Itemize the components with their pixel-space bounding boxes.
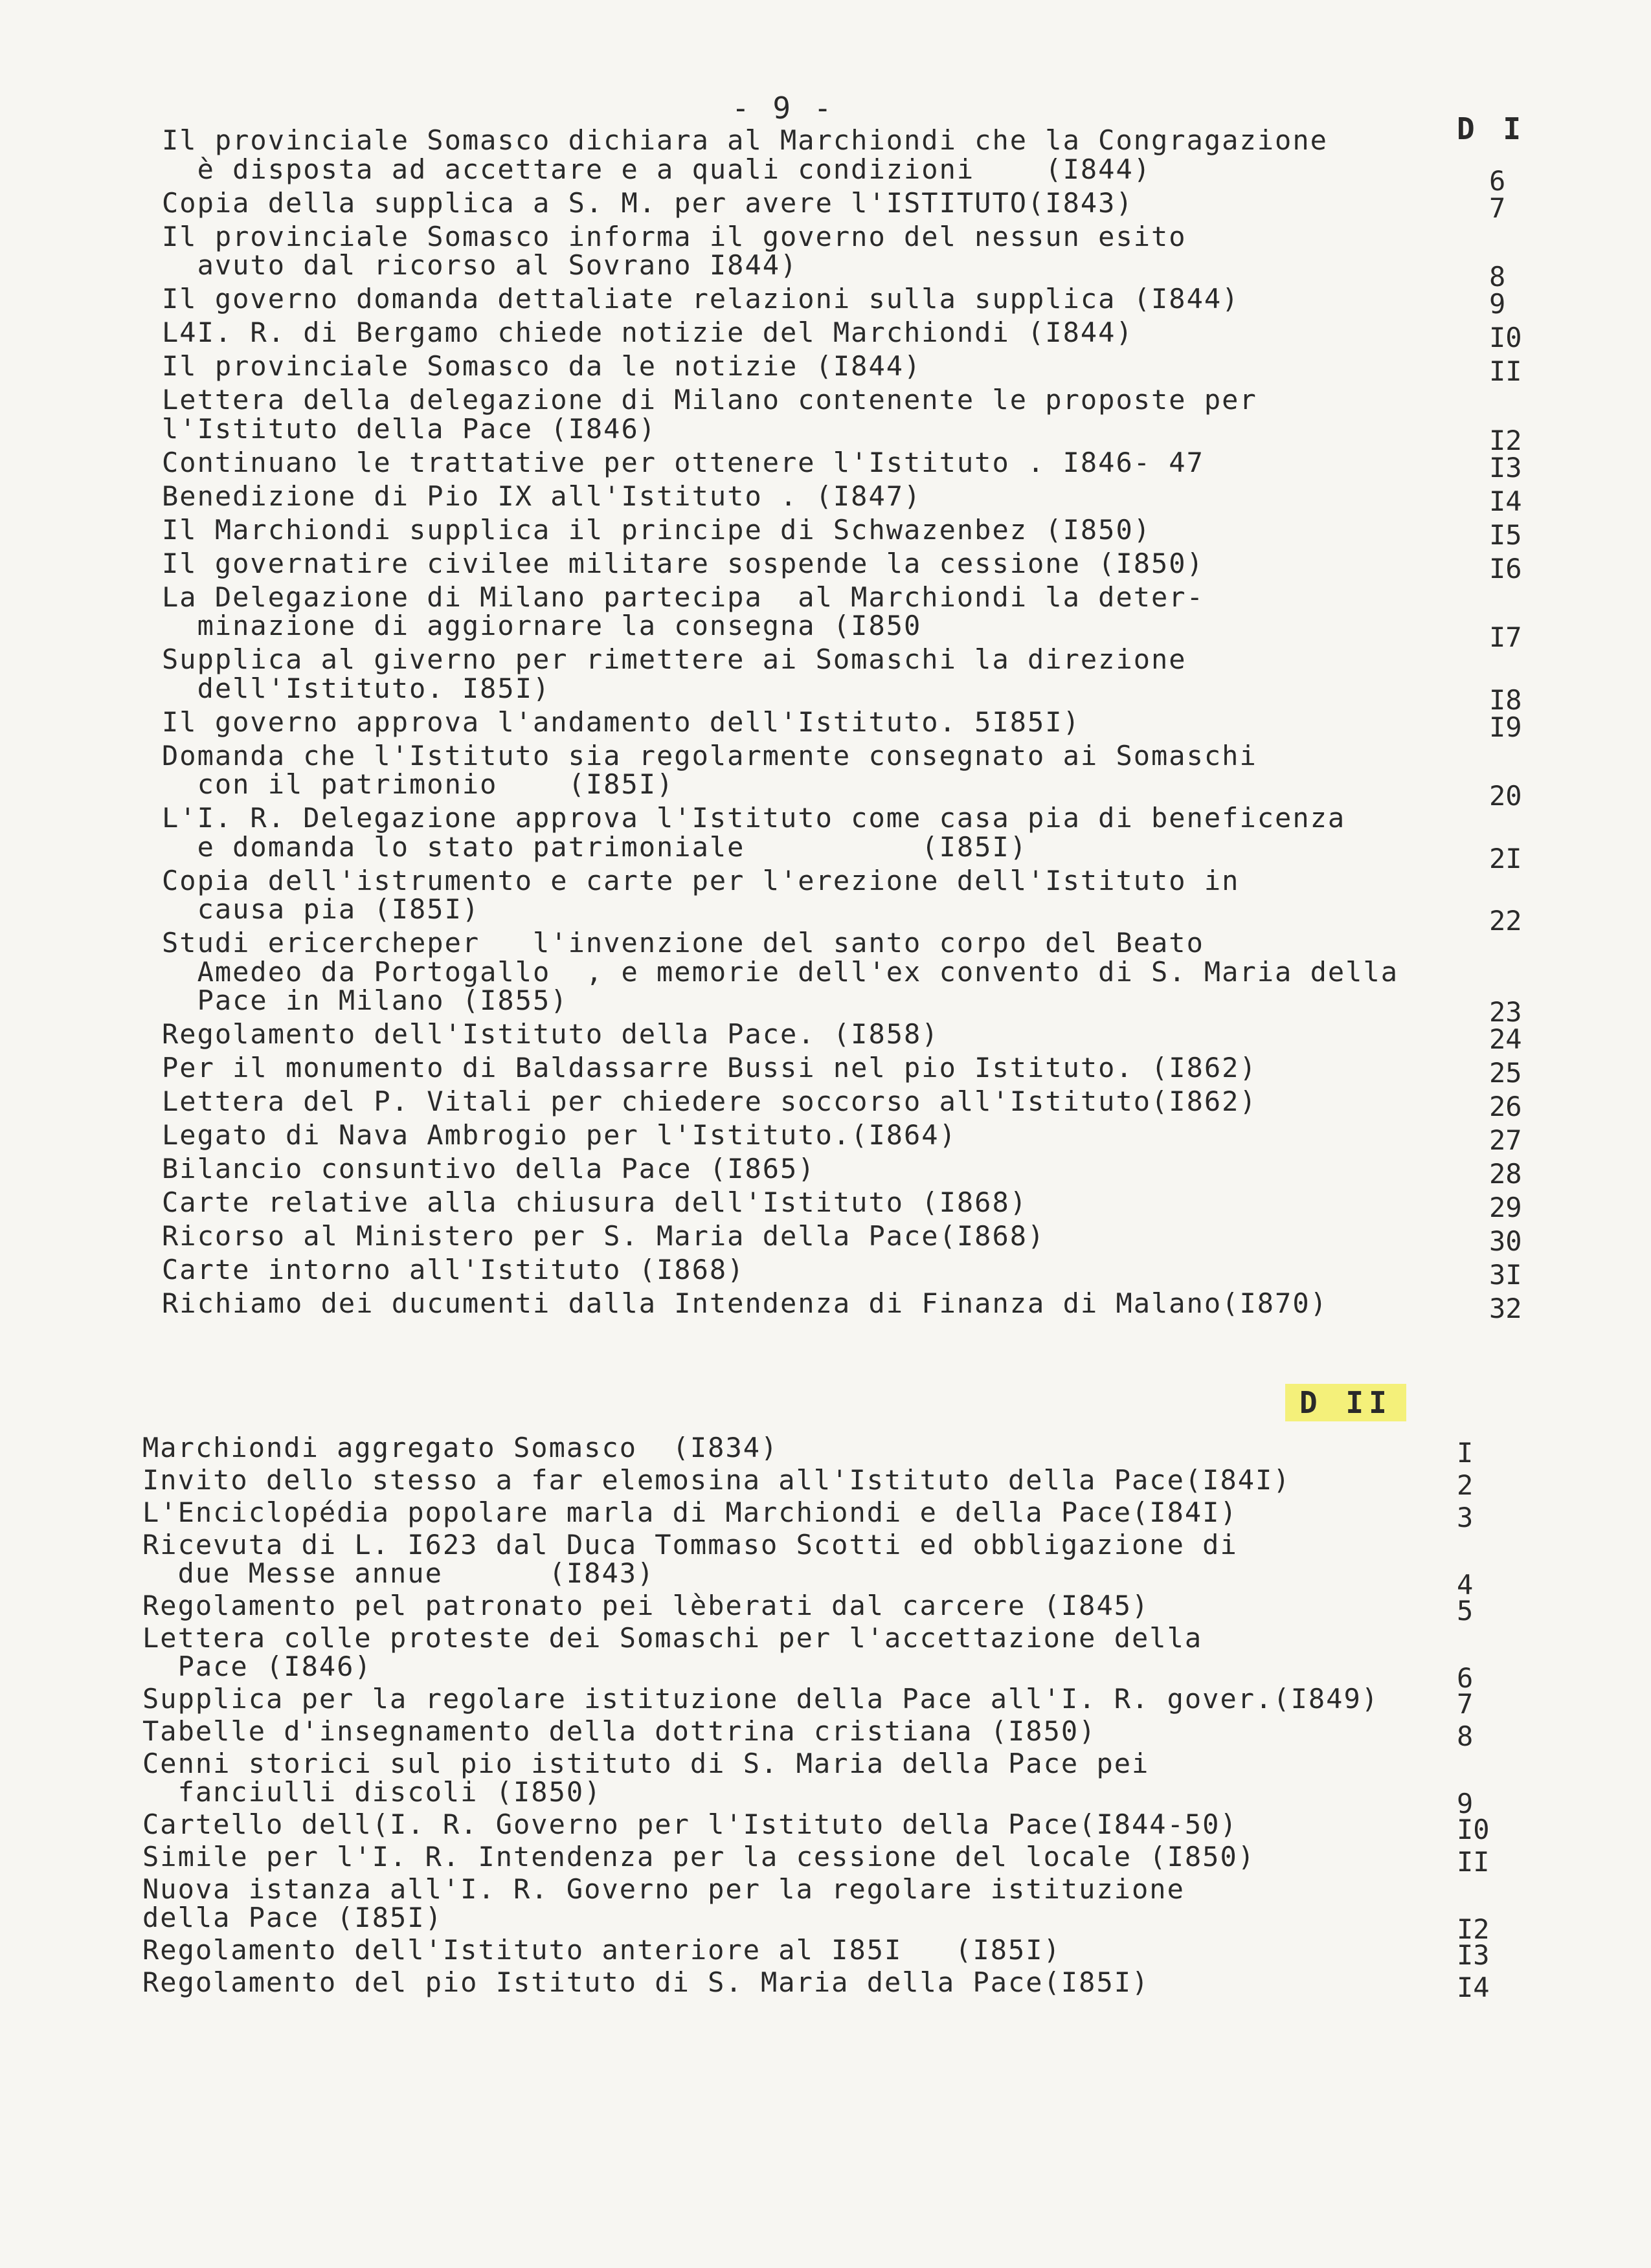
entry-line: La Delegazione di Milano partecipa al Marchiondi la deter-	[162, 581, 1204, 613]
entry-line: Supplica per la regolare istituzione della Pace all'I. R. gover.(I849)	[142, 1683, 1380, 1715]
entry-number: I2	[1489, 424, 1522, 456]
entry-line: Copia della supplica a S. M. per avere l'ISTITUTO(I843)	[162, 186, 1134, 219]
entry-line: dell'Istituto. I85I)	[162, 672, 551, 704]
entry-line: Cenni storici sul pio istituto di S. Maria della Pace pei	[142, 1748, 1150, 1779]
entry-line: L'I. R. Delegazione approva l'Istituto come casa pia di beneficenza	[162, 802, 1346, 834]
entry-line: Il governo approva l'andamento dell'Istituto. 5I85I)	[162, 706, 1081, 738]
entry-number: 25	[1489, 1057, 1522, 1089]
entry-line: Carte intorno all'Istituto (I868)	[162, 1254, 745, 1285]
entry-number: 28	[1489, 1158, 1522, 1190]
entry-line: Bilancio consuntivo della Pace (I865)	[162, 1153, 816, 1184]
entry-line: Richiamo dei ducumenti dalla Intendenza di Finanza di Malano(I870)	[162, 1287, 1328, 1319]
entry-line: Lettera del P. Vitali per chiedere soccorso all'Istituto(I862)	[162, 1085, 1257, 1117]
entry-number: I3	[1457, 1939, 1490, 1971]
entry-line: e domanda lo stato patrimoniale (I85I)	[162, 830, 1028, 863]
entry-line: Il provinciale Somasco informa il governo del nessun esito	[162, 220, 1187, 252]
entry-line: Il governo domanda dettaliate relazioni sulla supplica (I844)	[162, 283, 1240, 315]
entry-line: Legato di Nava Ambrogio per l'Istituto.(I864)	[162, 1119, 957, 1151]
entry-line: Nuova istanza all'I. R. Governo per la regolare istituzione	[142, 1873, 1185, 1905]
entry-line: Copia dell'istrumento e carte per l'erezione dell'Istituto in	[162, 864, 1240, 896]
entry-number: I2	[1457, 1913, 1490, 1945]
entry-number: 8	[1489, 261, 1506, 293]
entry-number: I4	[1457, 1972, 1490, 2003]
entry-number: 6	[1489, 164, 1506, 197]
entry-number: I3	[1489, 451, 1522, 484]
entry-line: Regolamento del pio Istituto di S. Maria della Pace(I85I)	[142, 1966, 1150, 1998]
entry-number: 23	[1489, 996, 1522, 1028]
entry-line: Il governatire civilee militare sospende la cessione (I850)	[162, 547, 1204, 579]
entry-line: Ricevuta di L. I623 dal Duca Tommaso Scotti ed obbligazione di	[142, 1529, 1238, 1561]
entry-line: Supplica al giverno per rimettere ai Somaschi la direzione	[162, 643, 1187, 675]
entry-number: 27	[1489, 1124, 1522, 1156]
entry-line: Benedizione di Pio IX all'Istituto . (I847)	[162, 480, 922, 512]
entry-number: I4	[1489, 485, 1522, 517]
entry-number: I9	[1489, 711, 1522, 743]
entry-line: Invito dello stesso a far elemosina all'Istituto della Pace(I84I)	[142, 1464, 1291, 1496]
entry-line: L4I. R. di Bergamo chiede notizie del Marchiondi (I844)	[162, 317, 1134, 348]
entry-line: l'Istituto della Pace (I846)	[162, 412, 657, 445]
entry-line: Cartello dell(I. R. Governo per l'Istituto della Pace(I844-50)	[142, 1808, 1238, 1840]
entry-number: 9	[1489, 288, 1506, 320]
entry-line: della Pace (I85I)	[142, 1902, 443, 1933]
entry-number: 30	[1489, 1225, 1522, 1257]
section-heading: D I	[1457, 111, 1527, 146]
entry-number: 20	[1489, 780, 1522, 812]
entry-line: Il provinciale Somasco dichiara al Marchiondi che la Congragazione	[162, 124, 1328, 156]
entry-number: 32	[1489, 1293, 1522, 1324]
entry-line: Carte relative alla chiusura dell'Istituto (I868)	[162, 1186, 1028, 1218]
entry-line: Pace (I846)	[142, 1651, 372, 1682]
entry-line: Regolamento dell'Istituto della Pace. (I858)	[162, 1018, 939, 1050]
entry-number: 3I	[1489, 1259, 1522, 1291]
entry-line: Il Marchiondi supplica il principe di Schwazenbez (I850)	[162, 513, 1152, 546]
entry-number: I5	[1489, 518, 1522, 551]
entry-number: 7	[1489, 192, 1506, 224]
entry-line: causa pia (I85I)	[162, 893, 480, 925]
entry-number: 24	[1489, 1023, 1522, 1055]
entry-number: 3	[1457, 1502, 1474, 1533]
entry-number: 2	[1457, 1469, 1474, 1501]
entry-line: con il patrimonio (I85I)	[162, 768, 675, 800]
entry-line: Lettera colle proteste dei Somaschi per l'accettazione della	[142, 1622, 1203, 1654]
entry-line: Amedeo da Portogallo , e memorie dell'ex convento di S. Maria della	[162, 955, 1399, 988]
entry-number: I0	[1489, 322, 1522, 353]
entry-number: 7	[1457, 1688, 1474, 1720]
entry-line: avuto dal ricorso al Sovrano I844)	[162, 249, 798, 281]
entry-number: 8	[1457, 1720, 1474, 1752]
section-heading: D II	[1285, 1384, 1406, 1421]
entry-line: Per il monumento di Baldassarre Bussi nel pio Istituto. (I862)	[162, 1052, 1257, 1084]
entry-line: Ricorso al Ministero per S. Maria della Pace(I868)	[162, 1220, 1046, 1252]
entry-line: Lettera della delegazione di Milano contenente le proposte per	[162, 384, 1257, 416]
entry-line: minazione di aggiornare la consegna (I850	[162, 610, 922, 641]
entry-line: Continuano le trattative per ottenere l'Istituto . I846- 47	[162, 446, 1204, 478]
entry-line: Domanda che l'Istituto sia regolarmente consegnato ai Somaschi	[162, 739, 1257, 772]
entry-line: Tabelle d'insegnamento della dottrina cristiana (I850)	[142, 1715, 1097, 1747]
entry-line: L'Enciclopédia popolare marla di Marchiondi e della Pace(I84I)	[142, 1496, 1238, 1528]
entry-line: Studi ericercheper l'invenzione del santo corpo del Beato	[162, 927, 1204, 959]
entry-number: 2I	[1489, 842, 1522, 874]
entry-line: Regolamento pel patronato pei lèberati dal carcere (I845)	[142, 1590, 1150, 1621]
entry-line: Regolamento dell'Istituto anteriore al I85I (I85I)	[142, 1934, 1061, 1966]
entry-line: due Messe annue (I843)	[142, 1557, 655, 1589]
entry-number: 9	[1457, 1788, 1474, 1819]
entry-number: 4	[1457, 1569, 1474, 1601]
entry-number: 26	[1489, 1091, 1522, 1122]
entry-line: Il provinciale Somasco da le notizie (I844)	[162, 350, 922, 382]
entry-line: è disposta ad accettare e a quali condizioni (I844)	[162, 153, 1152, 185]
entry-number: I7	[1489, 621, 1522, 653]
entry-number: 29	[1489, 1192, 1522, 1223]
entry-line: Marchiondi aggregato Somasco (I834)	[142, 1432, 779, 1463]
entry-line: Pace in Milano (I855)	[162, 984, 568, 1016]
entry-number: I0	[1457, 1814, 1490, 1845]
entry-number: 22	[1489, 905, 1522, 937]
page-number: - 9 -	[732, 91, 835, 126]
entry-number: 6	[1457, 1662, 1474, 1694]
entry-number: I8	[1489, 684, 1522, 716]
entry-number: 5	[1457, 1595, 1474, 1627]
entry-number: II	[1489, 355, 1522, 387]
entry-number: II	[1457, 1846, 1490, 1878]
entry-line: Simile per l'I. R. Intendenza per la cessione del locale (I850)	[142, 1841, 1256, 1873]
entry-number: I6	[1489, 552, 1522, 584]
entry-line: fanciulli discoli (I850)	[142, 1776, 602, 1808]
entry-number: I	[1457, 1437, 1474, 1469]
